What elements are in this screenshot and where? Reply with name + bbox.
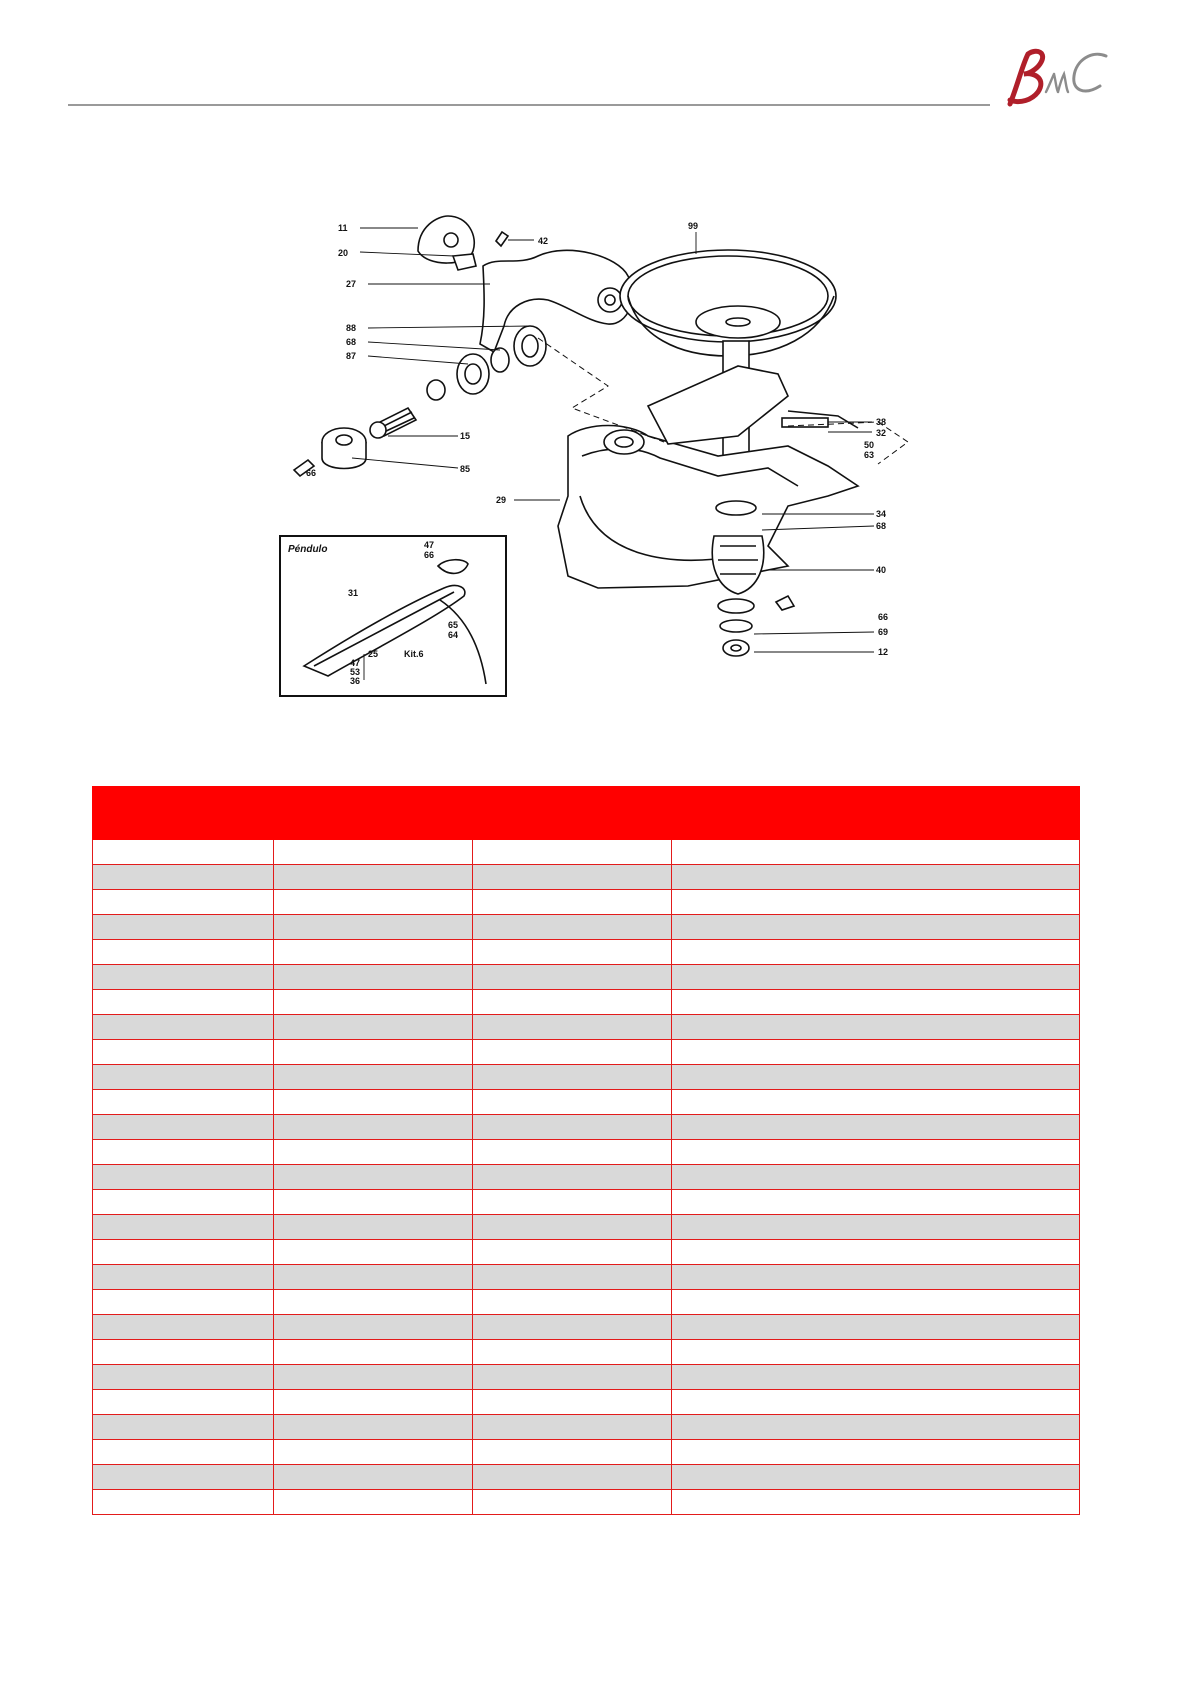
table-cell <box>93 1440 274 1465</box>
table-row <box>93 1240 1080 1265</box>
table-cell <box>672 1190 1080 1215</box>
callout-label: 68 <box>876 521 887 531</box>
pendulum-inset <box>280 536 506 696</box>
callout-label: 29 <box>496 495 507 505</box>
table-cell <box>672 1115 1080 1140</box>
table-cell <box>274 990 473 1015</box>
table-cell <box>274 1290 473 1315</box>
table-cell <box>93 965 274 990</box>
table-cell <box>93 840 274 865</box>
header-rule <box>68 104 990 106</box>
callout-label: 36 <box>350 676 361 686</box>
table-cell <box>274 1090 473 1115</box>
table-row <box>93 1290 1080 1315</box>
table-cell <box>473 865 672 890</box>
table-cell <box>473 1215 672 1240</box>
table-cell <box>274 1215 473 1240</box>
table-row <box>93 1390 1080 1415</box>
table-cell <box>274 940 473 965</box>
table-row <box>93 1015 1080 1040</box>
table-cell <box>93 1215 274 1240</box>
callout-label: 99 <box>688 221 699 231</box>
table-cell <box>274 1115 473 1140</box>
table-cell <box>672 1040 1080 1065</box>
table-row <box>93 1065 1080 1090</box>
table-row <box>93 1415 1080 1440</box>
table-cell <box>672 1315 1080 1340</box>
table-row <box>93 1090 1080 1115</box>
table-cell <box>93 1390 274 1415</box>
callout-label: 88 <box>346 323 357 333</box>
table-cell <box>93 1365 274 1390</box>
table-row <box>93 1215 1080 1240</box>
table-row <box>93 1040 1080 1065</box>
table-cell <box>672 1290 1080 1315</box>
parts-table <box>92 786 1080 1515</box>
table-cell <box>274 865 473 890</box>
table-row <box>93 1115 1080 1140</box>
table-cell <box>672 840 1080 865</box>
table-cell <box>473 1240 672 1265</box>
table-row <box>93 1490 1080 1515</box>
table-cell <box>473 915 672 940</box>
table-cell <box>473 1440 672 1465</box>
table-cell <box>274 915 473 940</box>
table-cell <box>274 840 473 865</box>
table-cell <box>672 1090 1080 1115</box>
table-cell <box>672 1440 1080 1465</box>
callout-label: 15 <box>460 431 471 441</box>
table-cell <box>473 1090 672 1115</box>
table-cell <box>274 890 473 915</box>
table-cell <box>93 1165 274 1190</box>
table-cell <box>93 1065 274 1090</box>
table-cell <box>274 1140 473 1165</box>
table-cell <box>473 1165 672 1190</box>
table-cell <box>93 1415 274 1440</box>
table-cell <box>473 940 672 965</box>
callout-label: 11 <box>338 223 348 233</box>
table-row <box>93 965 1080 990</box>
table-cell <box>473 990 672 1015</box>
table-cell <box>473 1465 672 1490</box>
callout-label: 25 <box>368 649 379 659</box>
table-cell <box>93 1140 274 1165</box>
callout-label: Kit.6 <box>404 649 424 659</box>
callout-label: 50 <box>864 440 875 450</box>
table-cell <box>274 1165 473 1190</box>
table-cell <box>274 1440 473 1465</box>
table-cell <box>274 1190 473 1215</box>
table-cell <box>672 1240 1080 1265</box>
table-cell <box>274 1415 473 1440</box>
callout-label: 12 <box>878 647 889 657</box>
table-cell <box>93 1315 274 1340</box>
table-cell <box>274 1240 473 1265</box>
table-row <box>93 1365 1080 1390</box>
callout-label: 66 <box>878 612 889 622</box>
table-cell <box>473 1390 672 1415</box>
table-cell <box>672 990 1080 1015</box>
callout-label: 65 <box>448 620 459 630</box>
table-cell <box>274 1365 473 1390</box>
table-cell <box>93 1190 274 1215</box>
table-cell <box>93 1465 274 1490</box>
table-cell <box>672 940 1080 965</box>
table-cell <box>473 890 672 915</box>
table-cell <box>274 1015 473 1040</box>
table-cell <box>93 1290 274 1315</box>
callout-label: 31 <box>348 588 359 598</box>
table-cell <box>672 1065 1080 1090</box>
table-cell <box>672 965 1080 990</box>
table-row <box>93 915 1080 940</box>
arm-part <box>480 250 633 352</box>
table-cell <box>473 1365 672 1390</box>
callout-label: 64 <box>448 630 459 640</box>
callout-label: 53 <box>350 667 361 677</box>
table-cell <box>672 890 1080 915</box>
table-cell <box>473 1065 672 1090</box>
table-cell <box>93 865 274 890</box>
table-cell <box>672 1015 1080 1040</box>
callout-label: 66 <box>424 550 435 560</box>
table-cell <box>672 915 1080 940</box>
table-cell <box>274 1490 473 1515</box>
parts-table-header <box>93 787 1080 840</box>
table-cell <box>274 1340 473 1365</box>
table-row <box>93 1265 1080 1290</box>
table-cell <box>672 1215 1080 1240</box>
callout-label: 27 <box>346 279 357 289</box>
table-cell <box>93 1265 274 1290</box>
inset-title: Péndulo <box>288 544 328 555</box>
column-header <box>274 787 473 840</box>
callout-label: 40 <box>876 565 887 575</box>
spring-part <box>370 408 416 438</box>
callout-label: 20 <box>338 248 349 258</box>
callout-label: 34 <box>876 509 887 519</box>
table-cell <box>473 1340 672 1365</box>
callout-label: 47 <box>350 658 361 668</box>
table-cell <box>473 1415 672 1440</box>
table-row <box>93 1165 1080 1190</box>
table-cell <box>274 1465 473 1490</box>
table-row <box>93 1140 1080 1165</box>
table-cell <box>672 1165 1080 1190</box>
column-header <box>93 787 274 840</box>
table-cell <box>93 1015 274 1040</box>
table-cell <box>473 1140 672 1165</box>
table-cell <box>672 1415 1080 1440</box>
callout-label: 42 <box>538 236 549 246</box>
table-cell <box>93 1115 274 1140</box>
callout-label: 47 <box>424 540 435 550</box>
table-cell <box>93 1490 274 1515</box>
table-cell <box>274 1065 473 1090</box>
callout-label: 68 <box>346 337 357 347</box>
table-cell <box>672 1465 1080 1490</box>
table-row <box>93 990 1080 1015</box>
callout-label: 66 <box>306 468 317 478</box>
callout-label: 63 <box>864 450 875 460</box>
table-cell <box>93 1040 274 1065</box>
table-cell <box>473 840 672 865</box>
table-cell <box>473 1315 672 1340</box>
table-row <box>93 1315 1080 1340</box>
table-row <box>93 840 1080 865</box>
table-row <box>93 1440 1080 1465</box>
table-row <box>93 1465 1080 1490</box>
callout-label: 32 <box>876 428 887 438</box>
table-cell <box>672 1140 1080 1165</box>
small-pin-part <box>496 232 534 246</box>
bmc-logo <box>988 44 1118 114</box>
callout-label: 69 <box>878 627 889 637</box>
table-cell <box>93 990 274 1015</box>
table-cell <box>274 965 473 990</box>
table-cell <box>473 1115 672 1140</box>
bowl-part <box>620 250 836 356</box>
table-cell <box>274 1040 473 1065</box>
callout-label: 85 <box>460 464 471 474</box>
gear-part <box>322 428 366 469</box>
table-cell <box>672 1340 1080 1365</box>
table-cell <box>93 1240 274 1265</box>
table-cell <box>93 1340 274 1365</box>
table-cell <box>473 1040 672 1065</box>
table-cell <box>93 940 274 965</box>
table-cell <box>93 1090 274 1115</box>
table-cell <box>274 1390 473 1415</box>
table-row <box>93 890 1080 915</box>
exploded-parts-diagram <box>268 196 936 700</box>
table-cell <box>93 915 274 940</box>
callout-label: 38 <box>876 417 887 427</box>
table-cell <box>672 1265 1080 1290</box>
table-cell <box>274 1265 473 1290</box>
table-cell <box>672 1365 1080 1390</box>
parts-table-body <box>93 840 1080 1515</box>
table-row <box>93 1340 1080 1365</box>
table-cell <box>672 865 1080 890</box>
pin-part <box>453 254 476 270</box>
table-cell <box>473 1015 672 1040</box>
table-row <box>93 940 1080 965</box>
column-header <box>672 787 1080 840</box>
table-cell <box>274 1315 473 1340</box>
table-cell <box>473 1490 672 1515</box>
callout-label: 87 <box>346 351 357 361</box>
table-cell <box>93 890 274 915</box>
column-header <box>473 787 672 840</box>
table-cell <box>473 1265 672 1290</box>
table-cell <box>473 965 672 990</box>
table-cell <box>672 1390 1080 1415</box>
table-row <box>93 865 1080 890</box>
frame-part <box>558 366 858 588</box>
table-cell <box>672 1490 1080 1515</box>
table-cell <box>473 1190 672 1215</box>
table-row <box>93 1190 1080 1215</box>
table-cell <box>473 1290 672 1315</box>
